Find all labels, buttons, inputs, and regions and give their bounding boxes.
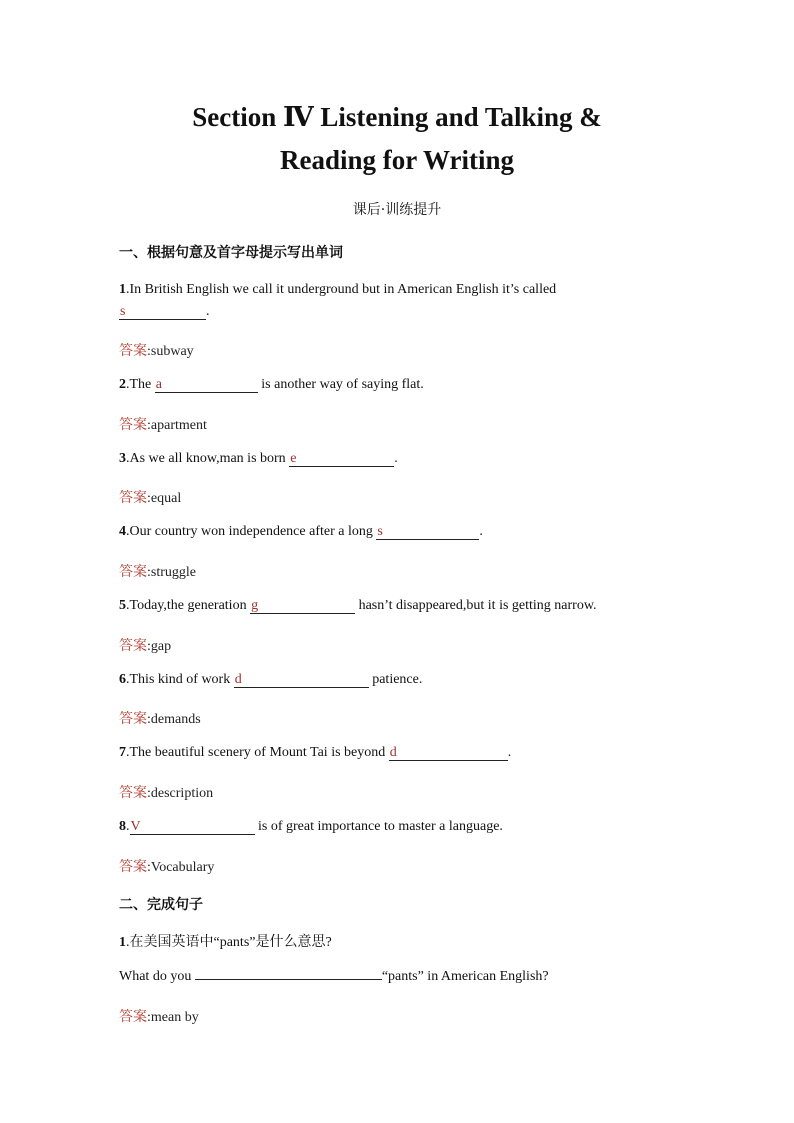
question-7 xyxy=(119,745,511,761)
question-number: 8 xyxy=(119,819,126,834)
sentence-text-end: “pants” in American English? xyxy=(381,969,549,984)
answer-1 xyxy=(119,340,194,360)
question-3 xyxy=(119,451,398,467)
section-2-heading: 二、完成句子 xyxy=(119,897,203,913)
sentence-1-chinese xyxy=(119,931,332,951)
answer-2 xyxy=(119,414,207,434)
answer-text: struggle xyxy=(150,565,196,580)
question-text: .As we all know,man is born xyxy=(126,451,290,466)
answer-4 xyxy=(119,561,196,581)
question-text-end: . xyxy=(206,304,210,319)
question-number: 5 xyxy=(119,598,126,613)
section-1-heading: 一、根据句意及首字母提示写出单词 xyxy=(119,245,343,261)
question-number: 2 xyxy=(119,377,126,392)
answer-blank[interactable]: d xyxy=(234,673,369,688)
question-number: 7 xyxy=(119,745,126,760)
question-text: . xyxy=(126,819,130,834)
question-number: 4 xyxy=(119,524,126,539)
question-text: .The beautiful scenery of Mount Tai is beyond xyxy=(126,745,389,760)
question-1-blank-line xyxy=(119,304,210,320)
answer-separator: : xyxy=(147,639,151,654)
answer-text: Vocabulary xyxy=(150,860,215,875)
question-text: .In British English we call it underground but in American English it’s called xyxy=(126,282,557,297)
answer-label: 答案 xyxy=(119,1009,147,1025)
question-number: 1 xyxy=(119,282,126,297)
question-text-end: . xyxy=(479,524,483,539)
answer-blank[interactable]: e xyxy=(289,452,394,467)
answer-separator: : xyxy=(147,860,151,875)
answer-label: 答案 xyxy=(119,711,147,727)
chinese-prompt: .在美国英语中“pants”是什么意思? xyxy=(126,935,332,950)
answer-label: 答案 xyxy=(119,417,147,433)
answer-3 xyxy=(119,487,181,507)
sentence-1-english xyxy=(119,969,549,985)
answer-separator: : xyxy=(147,712,151,727)
answer-separator: : xyxy=(147,418,151,433)
answer-label: 答案 xyxy=(119,564,147,580)
answer-separator: : xyxy=(147,1010,151,1025)
answer-7 xyxy=(119,782,213,802)
page-subtitle: 课后·训练提升 xyxy=(352,202,442,218)
answer-text: mean by xyxy=(150,1010,199,1025)
page-title-line-1: Section Ⅳ Listening and Talking & xyxy=(192,102,602,132)
question-number: 3 xyxy=(119,451,126,466)
answer-blank[interactable] xyxy=(195,979,382,980)
answer-separator: : xyxy=(147,491,151,506)
answer-label: 答案 xyxy=(119,859,147,875)
answer-separator: : xyxy=(147,344,151,359)
answer-text: description xyxy=(150,786,214,801)
answer-label: 答案 xyxy=(119,785,147,801)
question-text: .Our country won independence after a long xyxy=(126,524,377,539)
question-text: .The xyxy=(126,377,155,392)
question-8 xyxy=(119,819,503,835)
answer-text: apartment xyxy=(150,418,207,433)
question-text-end: hasn’t disappeared,but it is getting narrow. xyxy=(355,598,597,613)
answer-label: 答案 xyxy=(119,343,147,359)
answer-text: gap xyxy=(150,639,172,654)
answer-blank[interactable]: d xyxy=(389,746,508,761)
answer-blank[interactable]: s xyxy=(376,525,479,540)
question-5 xyxy=(119,598,597,614)
answer-5 xyxy=(119,635,171,655)
answer-8 xyxy=(119,856,214,876)
answer-separator: : xyxy=(147,786,151,801)
answer-separator: : xyxy=(147,565,151,580)
question-text: .This kind of work xyxy=(126,672,234,687)
question-text-end: patience. xyxy=(368,672,423,687)
answer-6 xyxy=(119,708,201,728)
answer-label: 答案 xyxy=(119,638,147,654)
answer-blank[interactable]: s xyxy=(119,305,206,320)
question-text-end: is of great importance to master a language. xyxy=(254,819,503,834)
answer-text: demands xyxy=(150,712,201,727)
answer-text: equal xyxy=(150,491,182,506)
question-text-end: . xyxy=(507,745,512,760)
question-text: .Today,the generation xyxy=(126,598,251,613)
question-2 xyxy=(119,377,424,393)
question-number: 6 xyxy=(119,672,126,687)
answer-text: subway xyxy=(150,344,194,359)
answer-blank[interactable]: a xyxy=(155,378,258,393)
sentence-text: What do you xyxy=(119,969,195,984)
question-text-end: is another way of saying flat. xyxy=(257,377,424,392)
answer-blank[interactable]: V xyxy=(130,820,255,835)
question-6 xyxy=(119,672,422,688)
answer-blank[interactable]: g xyxy=(250,599,355,614)
answer-label: 答案 xyxy=(119,490,147,506)
question-1 xyxy=(119,282,556,298)
question-4 xyxy=(119,524,483,540)
page-title-line-2: Reading for Writing xyxy=(279,145,515,175)
sentence-1-answer xyxy=(119,1006,199,1026)
question-number: 1 xyxy=(119,935,126,950)
question-text-end: . xyxy=(394,451,398,466)
